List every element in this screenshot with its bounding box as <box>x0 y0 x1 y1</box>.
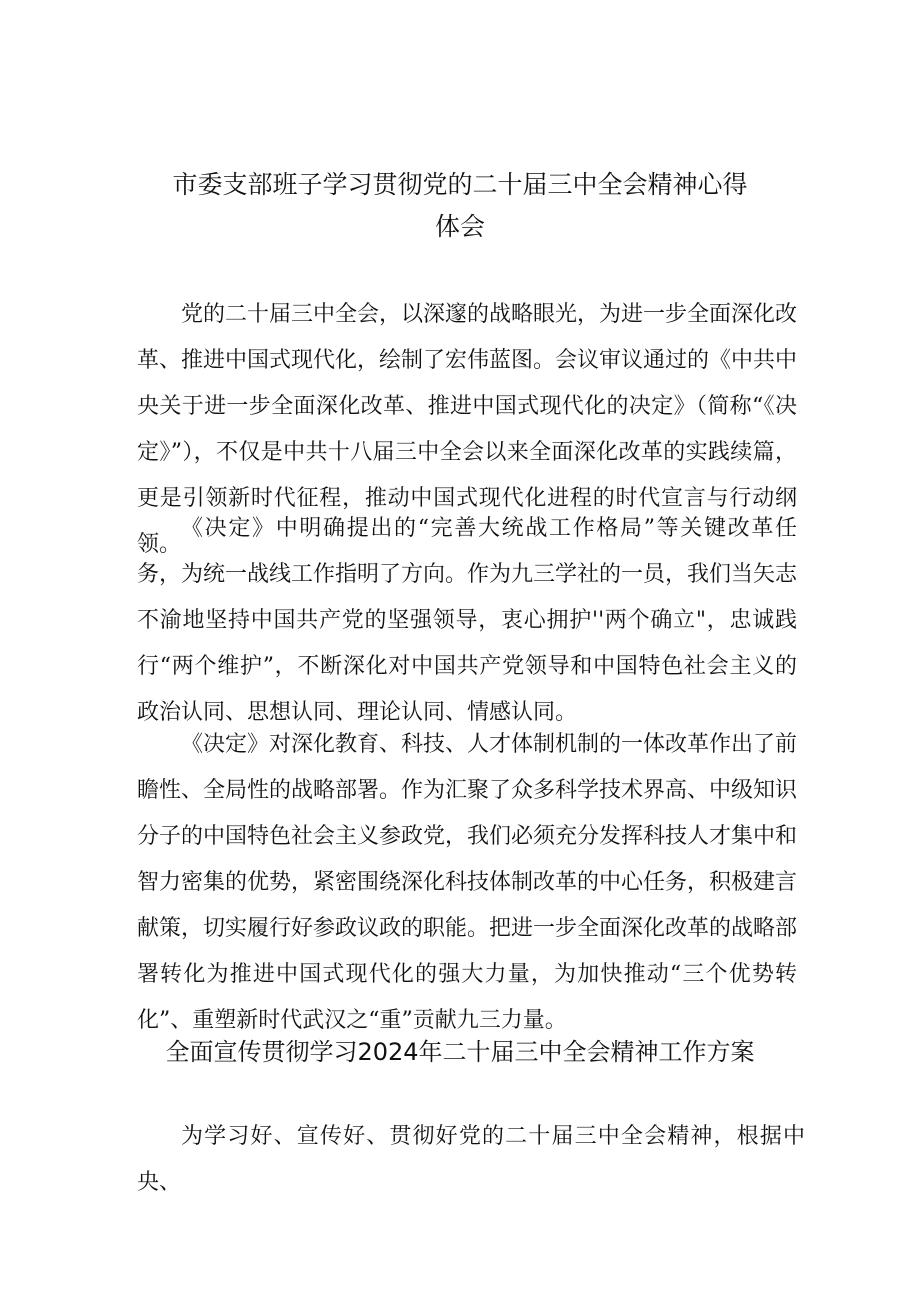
document-title-line-2: 体会 <box>434 212 485 241</box>
body-paragraph-3: 《决定》对深化教育、科技、人才体制机制的一体改革作出了前瞻性、全局性的战略部署。作为汇聚了众多科学技术界高、中级知识分子的中国特色社会主义参政党，我们必须充分发挥科技人才集中和智力密集的优势，紧密围绕深化科技体制改革的中心任务，积极建言献策，切实履行好参政议政的职能。把进一步全面深化改革的战略部署转化为推进中国式现代化的强大力量，为加快推动“三个优势转化”、重塑新时代武汉之“重”贡献九三力量。 <box>137 732 798 1033</box>
section-2-heading: 全面宣传贯彻学习2024年二十届三中全会精神工作方案 <box>165 1038 755 1066</box>
body-paragraph-2: 《决定》中明确提出的“完善大统战工作格局”等关键改革任务，为统一战线工作指明了方向。作为九三学社的一员，我们当矢志不渝地坚持中国共产党的坚强领导，衷心拥护''两个确立"，忠诚践行“两个维护”，不断深化对中国共产党领导和中国特色社会主义的政治认同、思想认同、理论认同、情感认同。 <box>137 516 798 725</box>
section-2-paragraph: 为学习好、宣传好、贯彻好党的二十届三中全会精神，根据中央、 <box>137 1124 805 1195</box>
document-title-line-1: 市委支部班子学习贯彻党的二十届三中全会精神心得 <box>172 170 748 199</box>
body-paragraph-1: 党的二十届三中全会，以深邃的战略眼光，为进一步全面深化改革、推进中国式现代化，绘制了宏伟蓝图。会议审议通过的《中共中央关于进一步全面深化改革、推进中国式现代化的决定》（简称“《决定》”），不仅是中共十八届三中全会以来全面深化改革的实践续篇，更是引领新时代征程，推动中国式现代化进程的时代宣言与行动纲领。 <box>137 302 798 557</box>
